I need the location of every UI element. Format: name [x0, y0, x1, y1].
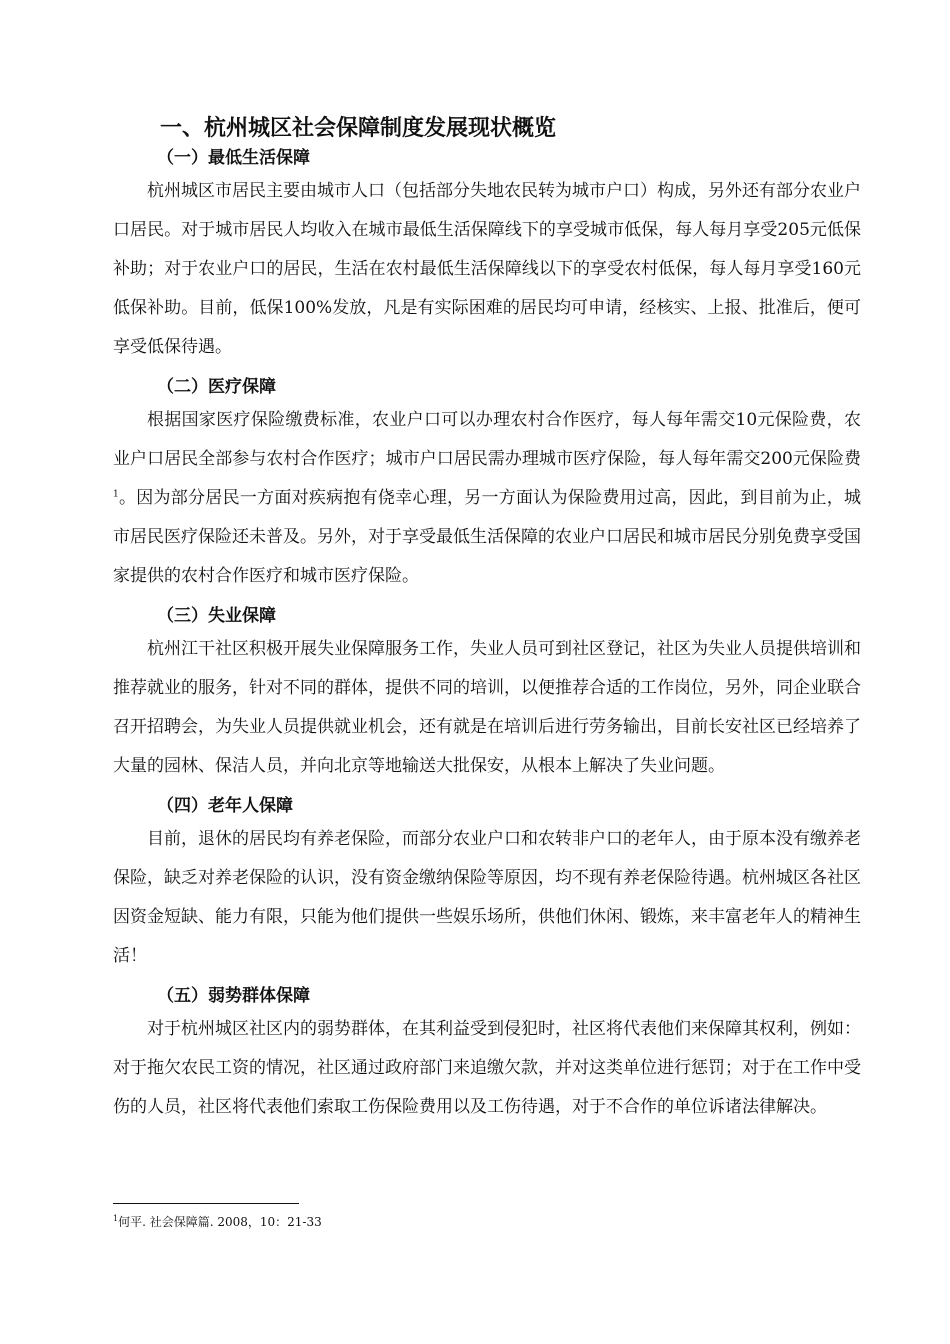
- document-body: [113, 144, 861, 1127]
- medical-text-after-note: 。因为部分居民一方面对疾病抱有侥幸心理，另一方面认为保险费用过高，因此，到目前为止，城市居民医疗保险还未普及。另外，对于享受最低生活保障的农业户口居民和城市居民分别免费享受国家提供的农村合作医疗和城市医疗保险。: [113, 488, 861, 586]
- medical-text-before-note: 根据国家医疗保险缴费标准，农业户口可以办理农村合作医疗，每人每年需交10元保险费，农业户口居民全部参与农村合作医疗；城市户口居民需办理城市医疗保险，每人每年需交200元保险费: [113, 410, 861, 469]
- footnote: [113, 1210, 322, 1231]
- document-title: 一、杭州城区社会保障制度发展现状概览: [160, 116, 557, 141]
- section-heading-minimum-living: （一）最低生活保障: [157, 148, 310, 168]
- section-paragraph-vulnerable-groups: 对于杭州城区社区内的弱势群体，在其利益受到侵犯时，社区将代表他们来保障其权利，例如：对于拖欠农民工资的情况，社区通过政府部门来追缴欠款，并对这类单位进行惩罚；对于在工作中受伤的人员，社区将代表他们索取工伤保险费用以及工伤待遇，对于不合作的单位诉诸法律解决。: [113, 1019, 861, 1117]
- footnote-mark: 1: [113, 1214, 119, 1223]
- section-heading-medical: （二）医疗保障: [157, 377, 276, 397]
- section-paragraph-minimum-living: 杭州城区市居民主要由城市人口（包括部分失地农民转为城市户口）构成，另外还有部分农业户口居民。对于城市居民人均收入在城市最低生活保障线下的享受城市低保，每人每月享受205元低保补助；对于农业户口的居民，生活在农村最低生活保障线以下的享受农村低保，每人每月享受160元低保补助。目前，低保100%发放，凡是有实际困难的居民均可申请，经核实、上报、批准后，便可享受低保待遇。: [113, 181, 861, 357]
- section-heading-unemployment: （三）失业保障: [157, 606, 276, 626]
- footnote-text: 何平. 社会保障篇. 2008，10：21-33: [118, 1215, 322, 1229]
- footnote-divider: [113, 1203, 299, 1204]
- section-paragraph-unemployment: 杭州江干社区积极开展失业保障服务工作，失业人员可到社区登记，社区为失业人员提供培训和推荐就业的服务，针对不同的群体，提供不同的培训，以便推荐合适的工作岗位，另外，同企业联合召开招聘会，为失业人员提供就业机会，还有就是在培训后进行劳务输出，目前长安社区已经培养了大量的园林、保洁人员，并向北京等地输送大批保安，从根本上解决了失业问题。: [113, 639, 861, 776]
- section-paragraph-elderly: 目前，退休的居民均有养老保险，而部分农业户口和农转非户口的老年人，由于原本没有缴养老保险，缺乏对养老保险的认识，没有资金缴纳保险等原因，均不现有养老保险待遇。杭州城区各社区因资金短缺、能力有限，只能为他们提供一些娱乐场所，供他们休闲、锻炼，来丰富老年人的精神生活！: [113, 829, 861, 966]
- section-heading-vulnerable-groups: （五）弱势群体保障: [157, 986, 310, 1006]
- section-heading-elderly: （四）老年人保障: [157, 796, 293, 816]
- section-paragraph-medical: [113, 401, 861, 596]
- footnote-reference[interactable]: 1: [113, 489, 119, 500]
